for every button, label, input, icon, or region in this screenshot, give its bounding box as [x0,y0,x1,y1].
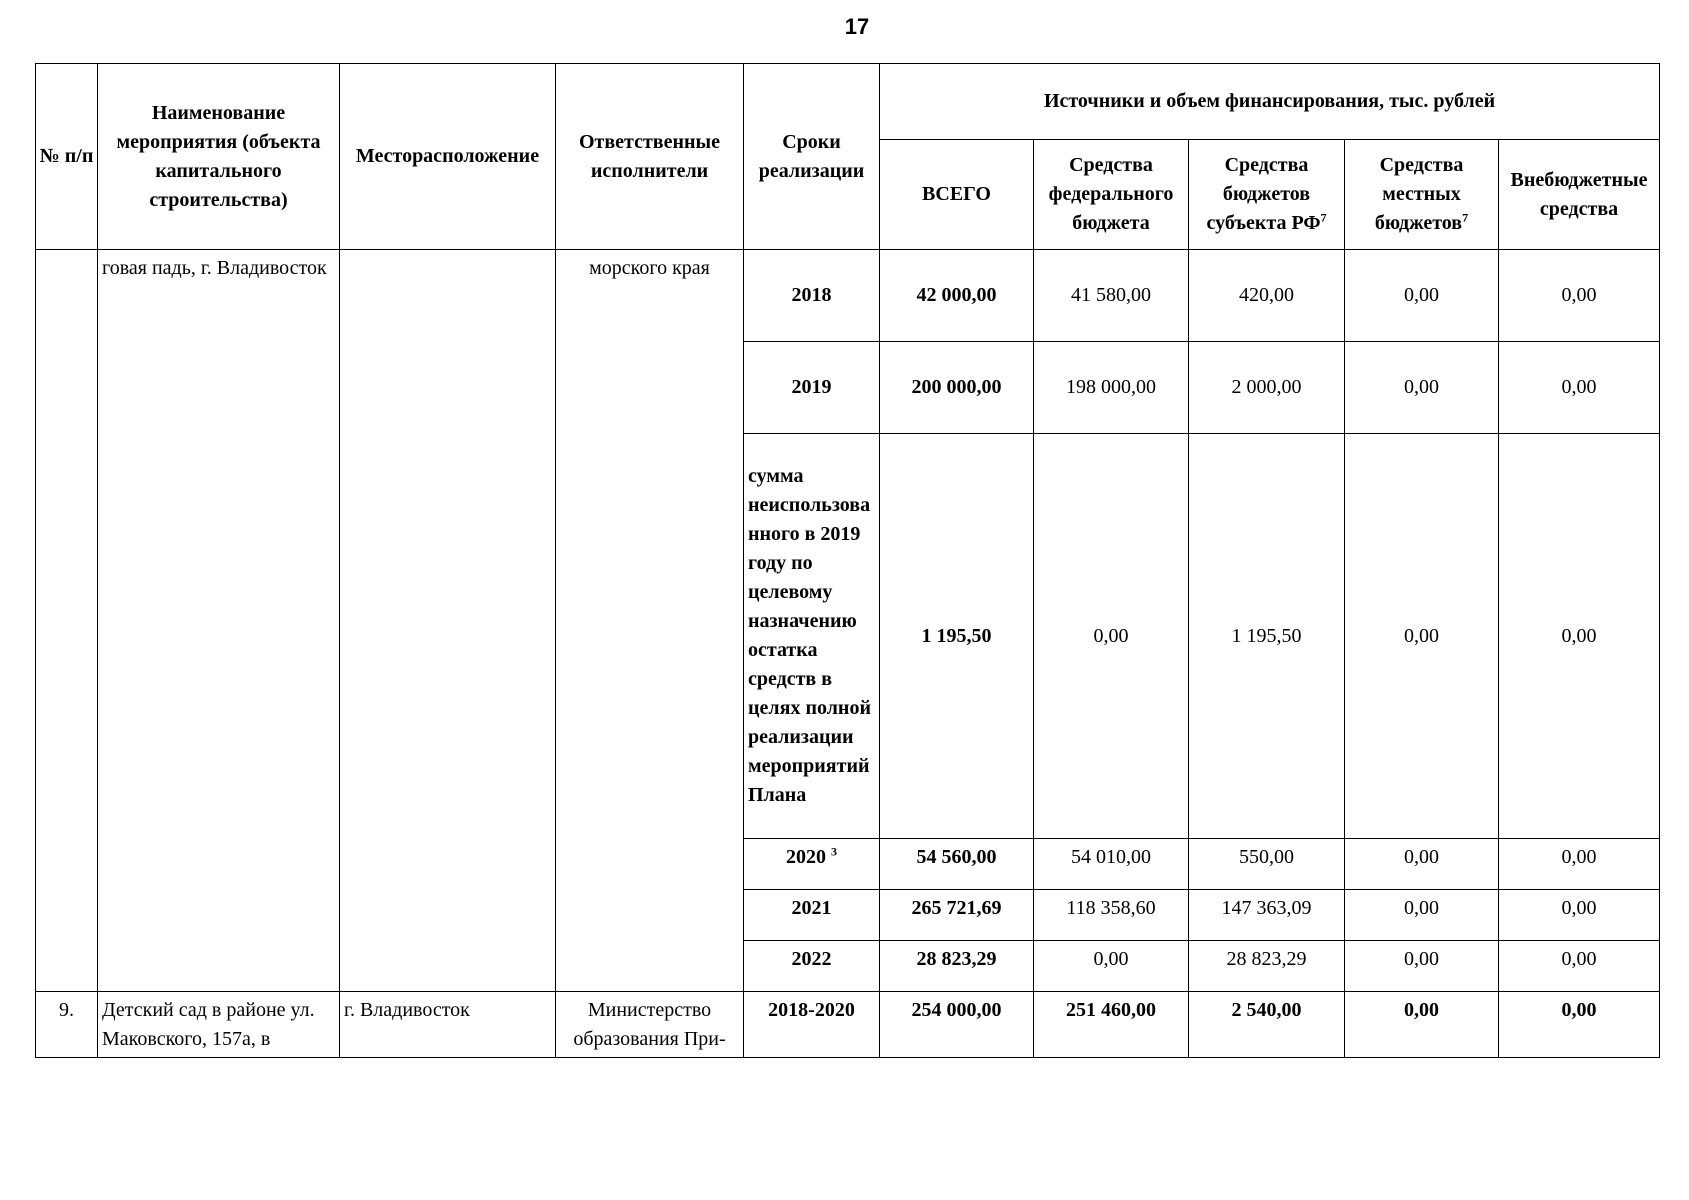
cell-local: 0,00 [1345,434,1499,839]
cell-period: 2018-2020 [744,992,880,1058]
header-responsible: Ответственные исполнители [556,64,744,250]
cell-federal: 251 460,00 [1034,992,1189,1058]
cell-total: 1 195,50 [880,434,1034,839]
cell-extra: 0,00 [1499,992,1660,1058]
cell-name: Детский сад в районе ул. Маковского, 157а, в [98,992,340,1058]
cell-federal: 118 358,60 [1034,890,1189,941]
header-period: Сроки реализации [744,64,880,250]
header-federal: Средства федерального бюджета [1034,140,1189,250]
cell-location: г. Владивосток [340,992,556,1058]
header-name: Наименование мероприятия (объекта капитального строительства) [98,64,340,250]
cell-period-footnote: 3 [831,844,837,859]
cell-period-note: сумма неиспользованного в 2019 году по целевому назначению остатка средств в целях полной реализации мероприятий Плана [744,434,880,839]
cell-responsible-continued: морского края [556,250,744,992]
cell-extra: 0,00 [1499,890,1660,941]
cell-subject: 1 195,50 [1189,434,1345,839]
cell-local: 0,00 [1345,941,1499,992]
cell-local: 0,00 [1345,839,1499,890]
header-location: Месторасположение [340,64,556,250]
cell-no: 9. [36,992,98,1058]
cell-subject: 420,00 [1189,250,1345,342]
header-extra: Внебюджетные средства [1499,140,1660,250]
cell-no-empty [36,250,98,992]
cell-period: 2022 [744,941,880,992]
cell-period: 2019 [744,342,880,434]
header-local-footnote: 7 [1462,210,1469,225]
header-local-text: Средства местных бюджетов [1374,154,1464,234]
cell-period: 2021 [744,890,880,941]
cell-subject: 28 823,29 [1189,941,1345,992]
cell-subject: 2 540,00 [1189,992,1345,1058]
cell-local: 0,00 [1345,342,1499,434]
cell-federal: 0,00 [1034,941,1189,992]
header-no: № п/п [36,64,98,250]
cell-period [744,839,880,890]
header-subject-footnote: 7 [1320,210,1327,225]
header-sources: Источники и объем финансирования, тыс. рублей [880,64,1660,140]
cell-subject: 2 000,00 [1189,342,1345,434]
cell-total: 254 000,00 [880,992,1034,1058]
cell-total: 54 560,00 [880,839,1034,890]
cell-federal: 41 580,00 [1034,250,1189,342]
cell-local: 0,00 [1345,890,1499,941]
cell-total: 200 000,00 [880,342,1034,434]
cell-subject: 147 363,09 [1189,890,1345,941]
cell-local: 0,00 [1345,250,1499,342]
header-row-1 [36,64,1660,140]
cell-period-year: 2020 [786,846,826,868]
cell-responsible: Министерство образования При- [556,992,744,1058]
page-number: 17 [844,14,870,39]
header-subject [1189,140,1345,250]
header-local [1345,140,1499,250]
cell-local: 0,00 [1345,992,1499,1058]
header-subject-text: Средства бюджетов субъекта РФ [1206,154,1321,234]
cell-name-continued: говая падь, г. Владивосток [98,250,340,992]
cell-federal: 0,00 [1034,434,1189,839]
cell-extra: 0,00 [1499,839,1660,890]
table-row-item-9 [36,992,1660,1058]
cell-total: 28 823,29 [880,941,1034,992]
cell-period: 2018 [744,250,880,342]
table-row [36,250,1660,342]
cell-total: 265 721,69 [880,890,1034,941]
cell-location-empty [340,250,556,992]
cell-extra: 0,00 [1499,342,1660,434]
cell-federal: 54 010,00 [1034,839,1189,890]
cell-extra: 0,00 [1499,250,1660,342]
cell-subject: 550,00 [1189,839,1345,890]
header-total: ВСЕГО [880,140,1034,250]
financing-table [35,63,1660,1058]
cell-federal: 198 000,00 [1034,342,1189,434]
cell-extra: 0,00 [1499,941,1660,992]
cell-extra: 0,00 [1499,434,1660,839]
cell-total: 42 000,00 [880,250,1034,342]
